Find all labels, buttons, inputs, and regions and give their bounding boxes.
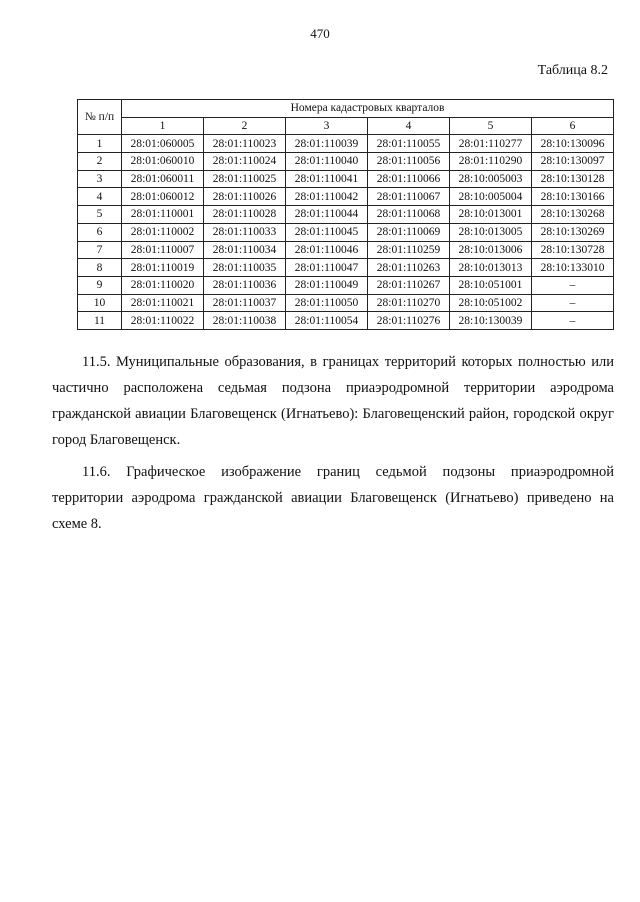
- cadastral-number-cell: 28:01:110028: [204, 206, 286, 224]
- cadastral-number-cell: 28:01:110023: [204, 135, 286, 153]
- row-number: 10: [78, 294, 122, 312]
- cadastral-number-cell: 28:10:133010: [532, 259, 614, 277]
- table-body: [78, 135, 614, 330]
- cadastral-number-cell: 28:01:110042: [286, 188, 368, 206]
- cadastral-number-cell: 28:01:110045: [286, 223, 368, 241]
- cadastral-number-cell: 28:01:110026: [204, 188, 286, 206]
- cadastral-number-cell: 28:01:110050: [286, 294, 368, 312]
- sub-header: 2: [204, 117, 286, 135]
- table-row: [78, 153, 614, 171]
- cadastral-number-cell: 28:01:110041: [286, 170, 368, 188]
- sub-header: 4: [368, 117, 450, 135]
- cadastral-number-cell: 28:10:051001: [450, 276, 532, 294]
- cadastral-number-cell: 28:10:130096: [532, 135, 614, 153]
- cadastral-number-cell: 28:01:110067: [368, 188, 450, 206]
- cadastral-number-cell: 28:01:110270: [368, 294, 450, 312]
- cadastral-number-cell: –: [532, 276, 614, 294]
- cadastral-number-cell: 28:01:110025: [204, 170, 286, 188]
- cadastral-number-cell: 28:01:110024: [204, 153, 286, 171]
- cadastral-number-cell: 28:01:110277: [450, 135, 532, 153]
- cadastral-number-cell: 28:10:013001: [450, 206, 532, 224]
- sub-header: 1: [122, 117, 204, 135]
- cadastral-number-cell: –: [532, 312, 614, 330]
- cadastral-number-cell: 28:01:110054: [286, 312, 368, 330]
- cadastral-number-cell: 28:01:110056: [368, 153, 450, 171]
- cadastral-number-cell: 28:01:110021: [122, 294, 204, 312]
- cadastral-number-cell: 28:01:110001: [122, 206, 204, 224]
- cadastral-number-cell: 28:10:013013: [450, 259, 532, 277]
- cadastral-number-cell: 28:01:110033: [204, 223, 286, 241]
- cadastral-number-cell: 28:10:130166: [532, 188, 614, 206]
- table-label: Таблица 8.2: [537, 63, 608, 78]
- table-row: [78, 135, 614, 153]
- cadastral-number-cell: 28:01:110020: [122, 276, 204, 294]
- cadastral-number-cell: 28:10:005004: [450, 188, 532, 206]
- cadastral-number-cell: 28:10:005003: [450, 170, 532, 188]
- cadastral-number-cell: 28:01:110049: [286, 276, 368, 294]
- row-number: 8: [78, 259, 122, 277]
- cadastral-number-cell: 28:01:110259: [368, 241, 450, 259]
- table-row: [78, 276, 614, 294]
- page-number: 470: [310, 26, 330, 41]
- cadastral-number-cell: 28:01:110039: [286, 135, 368, 153]
- cadastral-number-cell: 28:10:130039: [450, 312, 532, 330]
- cadastral-number-cell: 28:01:110290: [450, 153, 532, 171]
- row-number: 9: [78, 276, 122, 294]
- paragraph: 11.6. Графическое изображение границ седьмой подзоны приаэродромной территории аэродрома гражданской авиации Благовещенск (Игнатьево) приведено на схеме 8.: [52, 464, 614, 532]
- cadastral-number-cell: 28:01:110034: [204, 241, 286, 259]
- cadastral-number-cell: 28:10:130268: [532, 206, 614, 224]
- cadastral-number-cell: 28:01:110022: [122, 312, 204, 330]
- table-row: [78, 294, 614, 312]
- table-row: [78, 170, 614, 188]
- cadastral-number-cell: 28:01:110068: [368, 206, 450, 224]
- cadastral-number-cell: 28:01:110267: [368, 276, 450, 294]
- cadastral-number-cell: 28:10:130269: [532, 223, 614, 241]
- cadastral-quarters-table: [77, 99, 614, 330]
- row-number: 6: [78, 223, 122, 241]
- cadastral-number-cell: 28:10:130728: [532, 241, 614, 259]
- row-number: 3: [78, 170, 122, 188]
- cadastral-number-cell: 28:10:130097: [532, 153, 614, 171]
- row-number: 4: [78, 188, 122, 206]
- body-text: [52, 349, 614, 543]
- cadastral-number-cell: –: [532, 294, 614, 312]
- table-row: [78, 312, 614, 330]
- sub-header: 3: [286, 117, 368, 135]
- cadastral-number-cell: 28:01:110038: [204, 312, 286, 330]
- table-row: [78, 223, 614, 241]
- cadastral-number-cell: 28:01:060011: [122, 170, 204, 188]
- cadastral-number-cell: 28:01:110044: [286, 206, 368, 224]
- cadastral-number-cell: 28:01:060005: [122, 135, 204, 153]
- cadastral-number-cell: 28:01:110007: [122, 241, 204, 259]
- cadastral-number-cell: 28:10:130128: [532, 170, 614, 188]
- cadastral-number-cell: 28:01:110263: [368, 259, 450, 277]
- cadastral-number-cell: 28:01:110276: [368, 312, 450, 330]
- table-row: [78, 259, 614, 277]
- cadastral-number-cell: 28:01:110019: [122, 259, 204, 277]
- cadastral-number-cell: 28:01:110035: [204, 259, 286, 277]
- table-row: [78, 241, 614, 259]
- cadastral-number-cell: 28:01:110002: [122, 223, 204, 241]
- cadastral-number-cell: 28:01:110046: [286, 241, 368, 259]
- paragraph: 11.5. Муниципальные образования, в границах территорий которых полностью или частично расположена седьмая подзона приаэродромной территории аэродрома гражданской авиации Благовещенск (Игнатьево): Благовещенский район, городской округ город Благовещенск.: [52, 354, 614, 448]
- cadastral-number-cell: 28:01:110066: [368, 170, 450, 188]
- cadastral-number-cell: 28:10:013005: [450, 223, 532, 241]
- row-number: 1: [78, 135, 122, 153]
- sub-header: 6: [532, 117, 614, 135]
- group-header: Номера кадастровых кварталов: [122, 100, 614, 118]
- cadastral-number-cell: 28:01:060010: [122, 153, 204, 171]
- row-number: 7: [78, 241, 122, 259]
- cadastral-number-cell: 28:10:051002: [450, 294, 532, 312]
- table-row: [78, 188, 614, 206]
- row-number: 11: [78, 312, 122, 330]
- table-row: [78, 206, 614, 224]
- cadastral-number-cell: 28:01:110069: [368, 223, 450, 241]
- cadastral-number-cell: 28:01:110037: [204, 294, 286, 312]
- col-num-header: № п/п: [78, 100, 122, 135]
- cadastral-number-cell: 28:01:110040: [286, 153, 368, 171]
- row-number: 5: [78, 206, 122, 224]
- cadastral-number-cell: 28:01:110036: [204, 276, 286, 294]
- cadastral-number-cell: 28:01:060012: [122, 188, 204, 206]
- cadastral-number-cell: 28:01:110055: [368, 135, 450, 153]
- cadastral-number-cell: 28:10:013006: [450, 241, 532, 259]
- sub-header: 5: [450, 117, 532, 135]
- cadastral-number-cell: 28:01:110047: [286, 259, 368, 277]
- row-number: 2: [78, 153, 122, 171]
